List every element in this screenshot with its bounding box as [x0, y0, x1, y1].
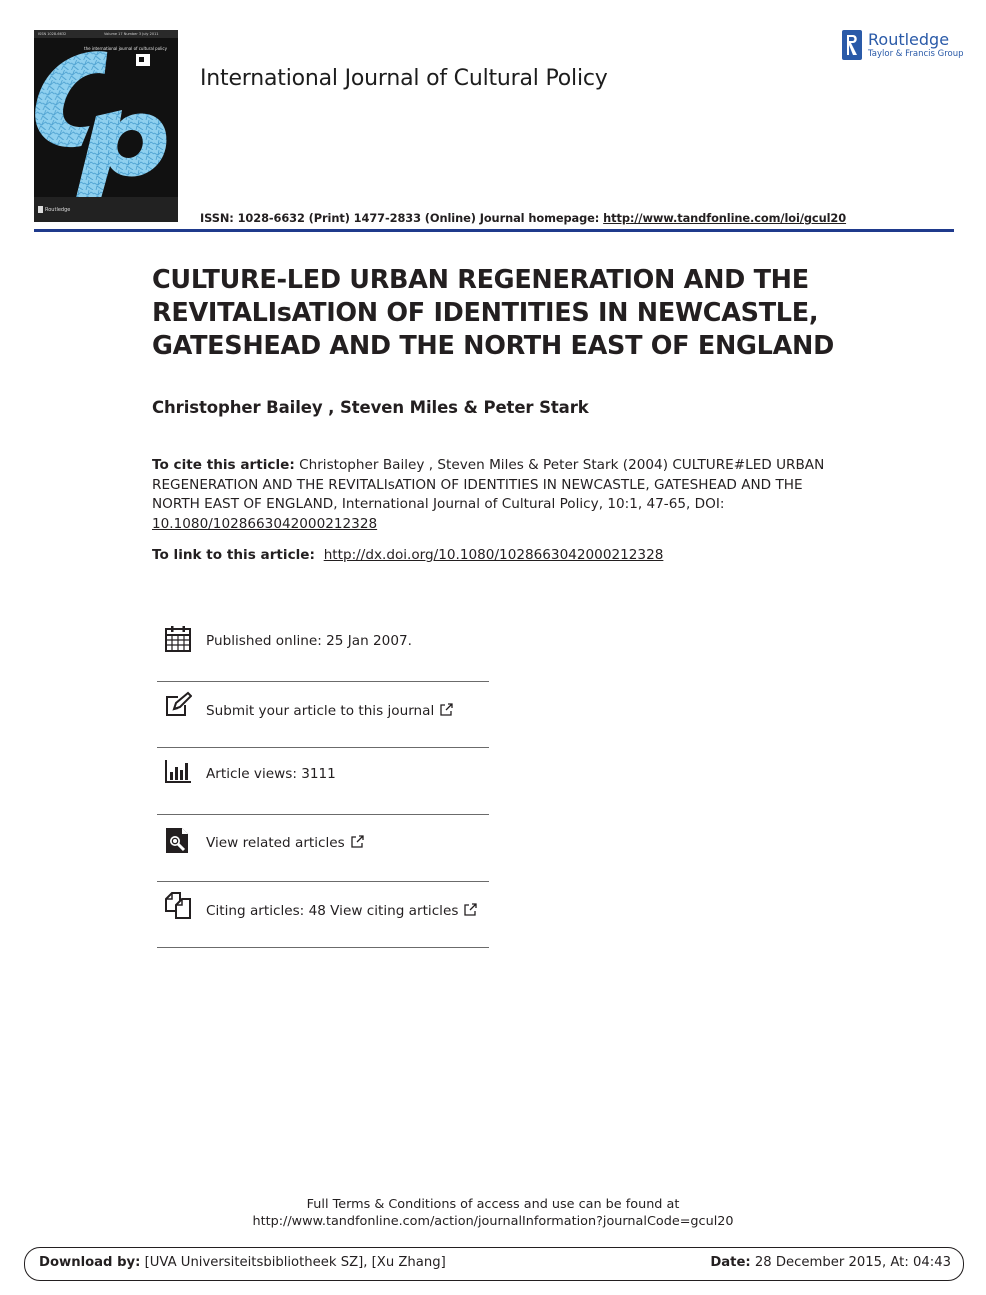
info-divider: [157, 881, 489, 882]
submit-article-item[interactable]: [157, 690, 489, 730]
publisher-group: Taylor & Francis Group: [868, 49, 964, 59]
bar-chart-icon: [164, 758, 192, 786]
published-online-item: [157, 624, 489, 664]
related-articles-item[interactable]: [157, 824, 489, 864]
routledge-r-icon: [842, 30, 862, 60]
cover-publisher: Routledge: [38, 206, 70, 213]
article-authors: Christopher Bailey , Steven Miles & Peter Stark: [152, 398, 589, 417]
terms-and-conditions: [0, 1196, 986, 1230]
journal-homepage-link[interactable]: http://www.tandfonline.com/loi/gcul20: [603, 211, 847, 225]
article-views-item: [157, 758, 489, 794]
article-title: [152, 264, 952, 363]
edit-icon: [164, 691, 192, 719]
publisher-name: Routledge: [868, 30, 950, 49]
article-views: Article views: 3111: [206, 766, 336, 782]
article-doi-link[interactable]: http://dx.doi.org/10.1080/1028663042000212328: [323, 547, 664, 563]
link-label: To link to this article:: [152, 547, 320, 563]
calendar-icon: [164, 625, 192, 653]
publisher-logo[interactable]: [842, 30, 964, 62]
info-divider: [157, 747, 489, 748]
submit-article-link[interactable]: Submit your article to this journal: [206, 703, 453, 719]
cover-issn: ISSN 1028-6632: [38, 32, 67, 36]
title-line: GATESHEAD AND THE NORTH EAST OF ENGLAND: [152, 331, 834, 361]
journal-cover[interactable]: [34, 30, 178, 222]
published-date: Published online: 25 Jan 2007.: [206, 633, 412, 649]
cite-doi-link[interactable]: 10.1080/1028663042000212328: [152, 515, 378, 532]
article-link-line: [152, 547, 663, 563]
journal-title[interactable]: International Journal of Cultural Policy: [200, 66, 608, 91]
citation-block: [152, 456, 832, 534]
related-articles-link[interactable]: View related articles: [206, 835, 364, 851]
copy-documents-icon: [164, 891, 192, 919]
cover-cp-logo: [34, 30, 178, 222]
download-by: Download by: [UVA Universiteitsbibliotheek SZ], [Xu Zhang]: [39, 1255, 446, 1270]
cite-text: Christopher Bailey , Steven Miles & Peter Stark (2004) CULTURE#LED URBAN REGENERATION AND THE REVITALIsATION OF IDENTITIES IN NEWCASTLE, GATESHEAD AND THE NORTH EAST OF ENGLAND, International Journal of Cultural Policy, 10:1, 47-65, DOI:: [152, 457, 825, 512]
document-search-icon: [164, 826, 192, 854]
header-divider: [34, 229, 954, 232]
title-line: REVITALIsATION OF IDENTITIES IN NEWCASTLE,: [152, 298, 819, 328]
info-divider: [157, 681, 489, 682]
citing-articles-item[interactable]: [157, 890, 489, 930]
terms-line: Full Terms & Conditions of access and use can be found at: [306, 1197, 680, 1212]
cover-journal-title: the international journal of cultural policy: [84, 46, 167, 51]
info-divider: [157, 947, 489, 948]
external-link-icon: [440, 703, 453, 716]
issn-text: ISSN: 1028-6632 (Print) 1477-2833 (Online) Journal homepage:: [200, 211, 604, 225]
citing-articles-link[interactable]: Citing articles: 48 View citing articles: [206, 903, 477, 919]
external-link-icon: [351, 835, 364, 848]
issn-line: [200, 211, 846, 225]
terms-url[interactable]: http://www.tandfonline.com/action/journalInformation?journalCode=gcul20: [252, 1214, 734, 1229]
download-info-box: [24, 1247, 964, 1281]
title-line: CULTURE-LED URBAN REGENERATION AND THE: [152, 265, 809, 295]
cover-volume: Volume 17 Number 3 July 2011: [104, 32, 159, 36]
external-link-icon: [464, 903, 477, 916]
info-divider: [157, 814, 489, 815]
cite-label: To cite this article:: [152, 457, 295, 473]
download-date: Date: 28 December 2015, At: 04:43: [710, 1255, 951, 1270]
